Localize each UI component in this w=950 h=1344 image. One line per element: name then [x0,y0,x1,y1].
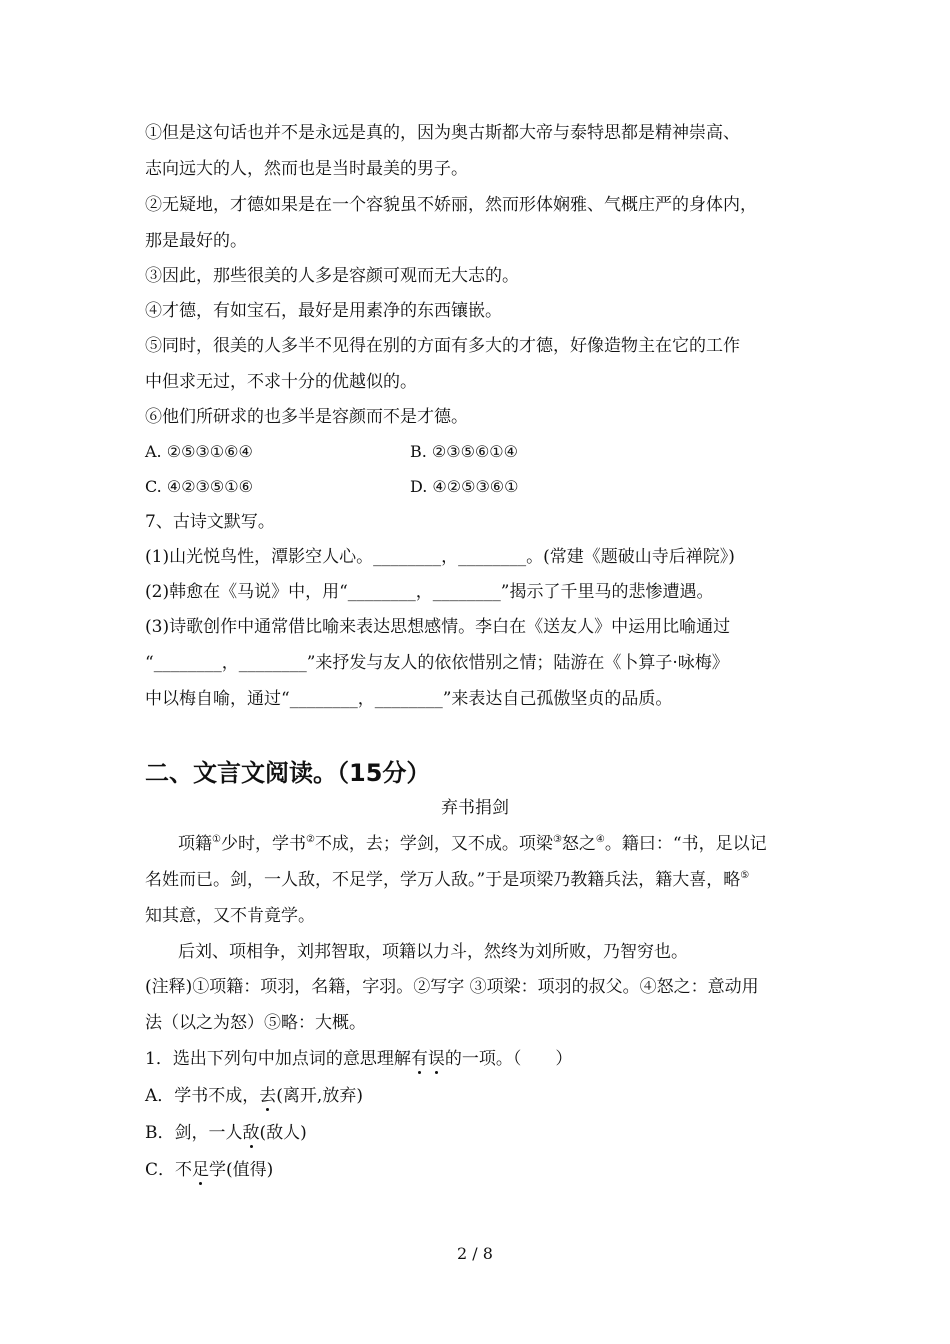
choice-b [145,1121,307,1145]
question-7-title: 7、古诗文默写。 [145,512,275,532]
footnote-ref: ④ [595,834,605,845]
question-7-part-3c: 中以梅自喻，通过“________，________”来表达自己孤傲坚贞的品质。 [145,689,673,709]
question-7-part-3b: “________，________”来抒发与友人的依依惜别之情；陆游在《卜算子·咏梅》 [145,653,729,673]
option-b: B. ②③⑤⑥①④ [410,442,518,461]
choice-text: B．剑，一人 [145,1123,243,1143]
choice-text: C．不 [145,1160,193,1180]
question-6-sentence-2a: ②无疑地，才德如果是在一个容貌虽不娇丽，然而形体娴雅、气概庄严的身体内， [145,195,757,215]
dotted-char: 有 [410,1049,428,1069]
passage-text: 。籍曰：“书，足以记 [604,834,767,854]
option-d: D. ④②⑤③⑥① [410,477,519,496]
choice-a [145,1084,363,1108]
passage-text: 怒之 [561,834,596,854]
passage-paragraph-2: 后刘、项相争，刘邦智取，项籍以力斗，然终为刘所败，乃智穷也。 [178,942,688,962]
dotted-char: 足 [192,1160,210,1180]
passage-line-2 [145,868,749,892]
passage-line-3: 知其意，又不肯竟学。 [145,906,315,926]
dotted-char: 敌 [242,1123,260,1143]
footnote-ref: ① [212,834,221,845]
passage-title: 弃书捐剑 [441,798,509,818]
question-6-sentence-2b: 那是最好的。 [145,231,247,251]
dotted-char: 误 [427,1049,445,1069]
choice-text: (离开,放弃) [276,1086,363,1106]
choice-c [145,1158,273,1182]
question-6-sentence-1b: 志向远大的人，然而也是当时最美的男子。 [145,159,468,179]
question-text: 1．选出下列句中加点词的意思理解 [145,1049,411,1069]
passage-text: 名姓而已。剑，一人敌，不足学，学万人敌。”于是项梁乃教籍兵法，籍大喜，略 [145,870,741,890]
question-6-sentence-1a: ①但是这句话也并不是永远是真的，因为奥古斯都大帝与泰特思都是精神崇高、 [145,123,740,143]
question-1 [145,1047,572,1071]
passage-text: 不成，去；学剑，又不成。项梁 [314,834,553,854]
question-6-sentence-3: ③因此，那些很美的人多是容颜可观而无大志的。 [145,266,519,286]
section-heading: 二、文言文阅读。（15分） [145,759,431,787]
option-c: C. ④②③⑤①⑥ [145,477,253,496]
question-6-sentence-6: ⑥他们所研求的也多半是容颜而不是才德。 [145,407,468,427]
question-text: 的一项。（ ） [444,1049,573,1069]
question-6-sentence-5a: ⑤同时，很美的人多半不见得在别的方面有多大的才德，好像造物主在它的工作 [145,336,740,356]
question-6-sentence-5b: 中但求无过，不求十分的优越似的。 [145,372,417,392]
footnote-ref: ③ [552,834,562,845]
question-7-part-1: (1)山光悦鸟性，潭影空人心。________，________。(常建《题破山寺后禅院》) [145,547,735,567]
choice-text: A．学书不成， [145,1086,260,1106]
passage-line-1 [178,832,767,856]
notes-line-1: (注释)①项籍：项羽，名籍，字羽。②写字 ③项梁：项羽的叔父。④怒之：意动用 [145,977,759,997]
choice-text: 学(值得) [209,1160,274,1180]
passage-text: 少时，学书 [220,834,306,854]
page-number: 2 / 8 [457,1244,493,1263]
choice-text: (敌人) [259,1123,307,1143]
footnote-ref: ⑤ [740,870,750,881]
question-7-part-2: (2)韩愈在《马说》中，用“________，________”揭示了千里马的悲惨遭遇。 [145,582,714,602]
footnote-ref: ② [305,834,315,845]
question-6-sentence-4: ④才德，有如宝石，最好是用素净的东西镶嵌。 [145,301,502,321]
notes-line-2: 法（以之为怒）⑤略：大概。 [145,1013,366,1033]
question-7-part-3a: (3)诗歌创作中通常借比喻来表达思想感情。李白在《送友人》中运用比喻通过 [145,617,731,637]
dotted-char: 去 [259,1086,277,1106]
option-a: A. ②⑤③①⑥④ [145,442,253,461]
passage-text: 项籍 [178,834,212,854]
